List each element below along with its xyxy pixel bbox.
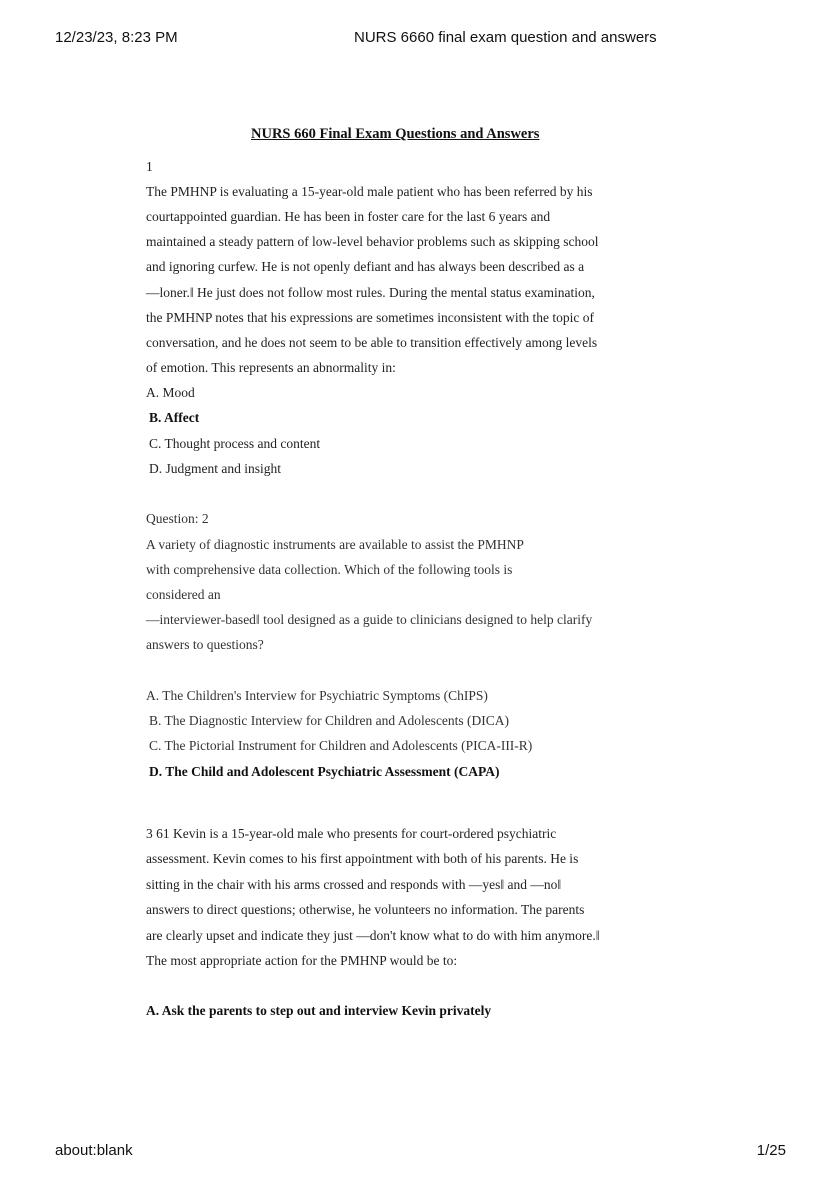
q2-option-b: B. The Diagnostic Interview for Children and Adolescents (DICA)	[149, 713, 510, 728]
print-page-number: 1/25	[756, 1142, 786, 1159]
q2-text-line: —interviewer-based‖ tool designed as a guide to clinicians designed to help clarify	[146, 612, 593, 627]
q1-text-line: of emotion. This represents an abnormality in:	[146, 360, 396, 375]
q1-text-line: The PMHNP is evaluating a 15-year-old male patient who has been referred by his	[146, 184, 593, 199]
q2-text-line: A variety of diagnostic instruments are available to assist the PMHNP	[146, 537, 524, 552]
q1-text-line: courtappointed guardian. He has been in foster care for the last 6 years and	[146, 209, 551, 224]
q1-text-line: the PMHNP notes that his expressions are sometimes inconsistent with the topic of	[146, 310, 594, 325]
q1-option-a: A. Mood	[146, 385, 195, 400]
document-title: NURS 660 Final Exam Questions and Answers	[251, 126, 540, 142]
q3-text-line: answers to direct questions; otherwise, he volunteers no information. The parents	[146, 902, 585, 917]
q3-text-line: 3 61 Kevin is a 15-year-old male who presents for court-ordered psychiatric	[146, 826, 557, 841]
q3-text-line: sitting in the chair with his arms crossed and responds with —yes‖ and —no‖	[146, 877, 562, 892]
q2-text-line: with comprehensive data collection. Which of the following tools is	[146, 562, 513, 577]
q2-option-c: C. The Pictorial Instrument for Children and Adolescents (PICA-III-R)	[149, 738, 533, 753]
q1-option-c: C. Thought process and content	[149, 436, 321, 451]
q1-text-line: maintained a steady pattern of low-level behavior problems such as skipping school	[146, 234, 599, 249]
q3-text-line: are clearly upset and indicate they just —don't know what to do with him anymore.‖	[146, 928, 600, 943]
print-page-title: NURS 6660 final exam question and answers	[354, 29, 657, 46]
q1-text-line: —loner.‖ He just does not follow most rules. During the mental status examination,	[146, 285, 595, 300]
q1-text-line: and ignoring curfew. He is not openly defiant and has always been described as a	[146, 259, 585, 274]
q3-text-line: assessment. Kevin comes to his first appointment with both of his parents. He is	[146, 851, 579, 866]
q3-text-line: The most appropriate action for the PMHNP would be to:	[146, 953, 458, 968]
q2-option-a: A. The Children's Interview for Psychiatric Symptoms (ChIPS)	[146, 688, 488, 703]
q1-option-d: D. Judgment and insight	[149, 461, 281, 476]
q2-option-d-answer: D. The Child and Adolescent Psychiatric Assessment (CAPA)	[149, 764, 500, 779]
q1-number: 1	[146, 159, 153, 174]
q2-label: Question: 2	[146, 511, 209, 526]
q2-text-line: considered an	[146, 587, 221, 602]
q1-text-line: conversation, and he does not seem to be able to transition effectively among levels	[146, 335, 598, 350]
print-url: about:blank	[55, 1142, 133, 1159]
q1-option-b-answer: B. Affect	[149, 410, 200, 425]
print-datetime: 12/23/23, 8:23 PM	[55, 29, 178, 46]
q3-option-a-answer: A. Ask the parents to step out and interview Kevin privately	[146, 1003, 492, 1018]
q2-text-line: answers to questions?	[146, 637, 264, 652]
